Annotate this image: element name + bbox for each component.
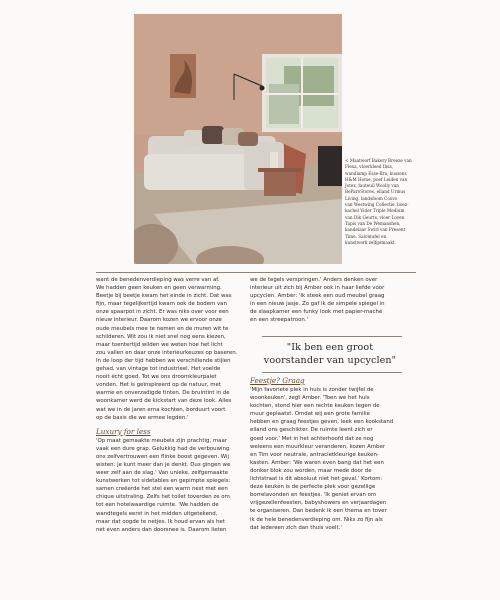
body-line: donker blok zou worden, maar mede door de xyxy=(250,467,372,474)
body-line: 'Op maat gemaakte meubels zijn prachtig, maar xyxy=(96,437,227,444)
left-text-column xyxy=(96,276,238,534)
body-line: oude meubels mee te nemen en de muren wit te xyxy=(96,325,229,332)
quote-rule-bottom xyxy=(262,372,402,373)
caption-line: wandlamp Esse-Bra, kussens xyxy=(345,170,407,176)
body-line: vrijgezellenfeesten, babyshowers en verjaardagen xyxy=(250,500,387,507)
body-line: kasten. Amber: 'We waren even bang dat het een xyxy=(250,459,384,466)
body-line: deze keuken is de perfecte plek voor gezellige xyxy=(250,484,376,491)
body-line: goed voor.' Met in het achterhoofd dat ze nog xyxy=(250,435,374,442)
body-line: eiland ons geschikter. De ruimte leent zich er xyxy=(250,427,373,434)
body-line: vonden. Het is geïnspireerd op de natuur, met xyxy=(96,382,221,389)
body-line: woonkamer werd de kickstart van deze look. Alles xyxy=(96,398,232,405)
body-line: onze spaarpot in zicht. Er was niks over voor een xyxy=(96,309,229,316)
quote-line: "Ik ben een groot xyxy=(286,342,374,353)
body-line: want de benedenverdieping was verre van af. xyxy=(96,277,220,283)
body-line: 'Mijn favoriete plek in huis is zonder twijfel de xyxy=(250,387,374,393)
body-line: maar toentertijd wilden we weten hoe het licht xyxy=(96,341,223,348)
body-line: en een streepatroon.' xyxy=(250,317,309,324)
subheading-luxury: Luxury for less xyxy=(96,426,151,436)
body-line: In de loop der tijd hebben we verschillende stijlen xyxy=(96,357,231,364)
body-line: muur geplaatst. Omdat wij een grote familie xyxy=(250,411,370,418)
body-line: borrelavonden en feestjes. 'Ik geniet ervan om xyxy=(250,492,377,499)
body-line: hebben en graag feestjes geven, leek een kookstand xyxy=(250,419,394,426)
body-line: lichtstraat is dit absoluut niet het geval.' Kortom: xyxy=(250,476,383,483)
caption-line: Time. Salontafel en xyxy=(345,233,387,239)
body-line: dat iedereen zich dan thuis voelt.' xyxy=(250,524,342,531)
body-line: kunstwerken tot sidetables en gepimpte spiegels: xyxy=(96,478,231,485)
body-line: tot een hotelwaardige ruimte. 'We hadden de xyxy=(96,502,219,509)
quote-rule-top xyxy=(262,336,402,337)
body-line: weer zelf aan de slag.' Van unieke, zelfgemaakte xyxy=(96,470,229,477)
body-line: We hadden geen keuken en geen verwarming. xyxy=(96,285,222,292)
subheading-feestje: Feestje? Graag xyxy=(250,376,305,385)
section-divider xyxy=(96,272,416,273)
body-line: interieur uit zich bij Amber ook in haar liefde voor xyxy=(250,285,385,292)
caption-line: Jotex, fauteuil Woolly van xyxy=(345,183,399,189)
body-line: woonkeuken', zegt Amber. 'Toen we het huis xyxy=(250,395,370,402)
body-line: chique uitstraling. Zelfs het toilet toverden ze om xyxy=(96,494,230,501)
photo-caption xyxy=(345,158,429,246)
caption-line: < Maatwerf Bakery Breeze van xyxy=(345,158,412,163)
caption-line: van Westwing Collectie, boez- xyxy=(345,202,409,208)
caption-line: van Dik Geurts, vloer Loven xyxy=(345,214,405,220)
body-line: en Tim voor neutrale, antracietkleurige keuken- xyxy=(250,451,379,458)
body-line: schilderen. Wit zou ik niet snel nog eens kiezen, xyxy=(96,333,226,340)
body-line: wat we in de jaren erna kochten, borduurt voort xyxy=(96,406,226,413)
caption-line: H&M Home, poef Leiden van xyxy=(345,176,408,182)
caption-line: kunstwerk zelfgemaakt. xyxy=(345,239,396,245)
caption-line: Tapis van De Wemanshen, xyxy=(345,220,401,226)
body-line: kochten, stond hier een rechte keuken tegen de xyxy=(250,403,380,410)
body-line: in een nieuw jasje. Zo gaf ik de simpele spiegel in xyxy=(250,301,385,308)
body-line: weleens een muurkleur veranderen, kozen Amber xyxy=(250,443,385,450)
body-line: op de basis die we ermee legden.' xyxy=(96,414,189,421)
body-line: warme en onverzadigde tinten. De bruintint in de xyxy=(96,390,230,397)
quote-line: voorstander van upcyclen" xyxy=(263,354,397,366)
body-line: te organiseren. Dan bedenk ik een thema en tover xyxy=(250,508,387,515)
body-line: nieuw interieur. Daarom kozen we ervoor onze xyxy=(96,317,222,324)
caption-line: Flexa, vloerkleed Ibsa, xyxy=(345,164,394,170)
body-line: maar dat oogde te netjes. Ik houd ervan als het xyxy=(96,518,225,525)
body-line: fijn, maar tegelijkertijd kwam ook de bodem van xyxy=(96,301,227,308)
body-line: ik de hele benedenverdieping om. Niks zo fijn als xyxy=(250,516,383,523)
living-room-illustration xyxy=(134,14,342,264)
body-line: vaak een dure grap. Gelukkig had de verbouwing xyxy=(96,445,230,452)
body-line: samen creëerde het stel een warm nest met een xyxy=(96,486,228,493)
body-line: net even anders dan doorsnee is. Daarom lieten xyxy=(96,526,227,533)
caption-line: Living, landsfoom Couvo xyxy=(345,195,398,201)
body-line: we de tegels verspringen.' Anders denken over xyxy=(250,277,378,283)
body-line: upcyclen. Amber: 'Ik steek een oud meubel graag xyxy=(250,293,385,300)
caption-line: BeParoStores, eiland Urmus xyxy=(345,189,406,195)
body-line: wandtegels eerst in het midden uitgetekend, xyxy=(96,510,218,517)
body-line: ons zelfvertrouwen een flinke boost gegeven. Wij xyxy=(96,453,230,460)
body-line: wisten: je kunt meer dan je denkt. Dus gingen we xyxy=(96,461,231,468)
right-text-column-bottom xyxy=(250,376,406,532)
body-line: Beetje bij beetje kwam het einde in zicht. Dat was xyxy=(96,293,232,300)
caption-line: kachel Vider Triple Medium xyxy=(345,208,405,214)
right-text-column-top xyxy=(250,276,406,325)
body-line: de slaapkamer een funky look met papier-maché xyxy=(250,309,383,316)
body-line: gehad, van vintage tot industrieel. Het voelde xyxy=(96,366,221,373)
living-room-photo xyxy=(134,14,342,264)
caption-line: kandelaar Swirl van Present xyxy=(345,227,406,233)
body-line: nooit écht goed. Tot we ons droomkleurpalet xyxy=(96,374,217,381)
pull-quote xyxy=(250,342,410,367)
body-line: zou vallen en daar onze interieurkeuzes op baseren. xyxy=(96,349,238,356)
